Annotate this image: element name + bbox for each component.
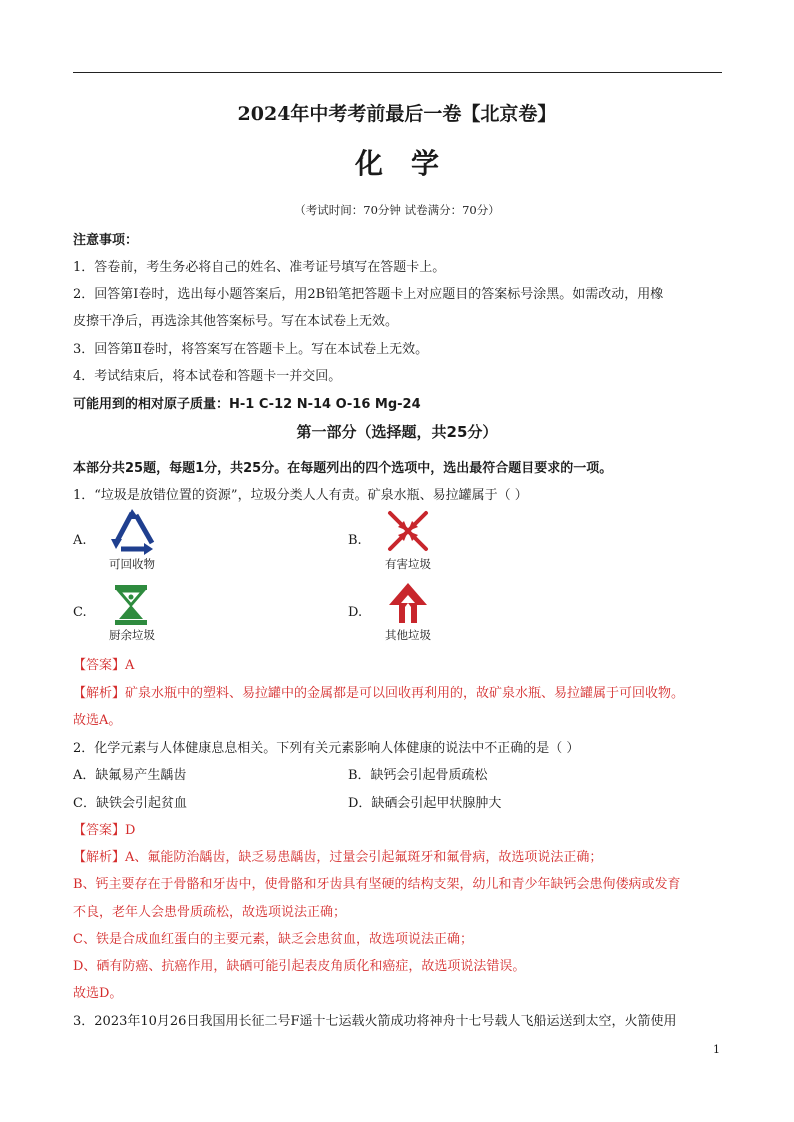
question-2-stem: 2．化学元素与人体健康息息相关。下列有关元素影响人体健康的说法中不正确的是（ ）	[73, 741, 580, 756]
question-1-analysis: 【解析】矿泉水瓶中的塑料、易拉罐中的金属都是可以回收再利用的，故矿泉水瓶、易拉罐属于可回收物。	[73, 686, 685, 701]
exam-title: 2024年中考考前最后一卷【北京卷】	[237, 103, 557, 125]
note-item: 3．回答第Ⅱ卷时，将答案写在答题卡上。写在本试卷上无效。	[73, 342, 429, 357]
option-c-label: C.	[73, 605, 87, 620]
option-c-caption: 厨余垃圾	[109, 628, 155, 642]
question-2-conclusion: 故选D。	[73, 986, 123, 1001]
page-number: 1	[713, 1043, 720, 1056]
notes-heading: 注意事项：	[73, 233, 139, 248]
exam-info: （考试时间：70分钟 试卷满分：70分）	[294, 203, 500, 217]
hazardous-icon	[386, 509, 430, 553]
question-2-option-a: A．缺氟易产生龋齿	[73, 768, 187, 783]
question-1-answer: 【答案】A	[73, 658, 135, 673]
note-item: 皮擦干净后，再选涂其他答案标号。写在本试卷上无效。	[73, 314, 399, 329]
note-item: 2．回答第Ⅰ卷时，选出每小题答案后，用2B铅笔把答题卡上对应题目的答案标号涂黑。如需改动，用橡	[73, 287, 664, 302]
note-item: 1．答卷前，考生务必将自己的姓名、准考证号填写在答题卡上。	[73, 260, 446, 275]
question-2-analysis: D、硒有防癌、抗癌作用，缺硒可能引起表皮角质化和癌症，故选项说法错误。	[73, 959, 526, 974]
kitchen-waste-icon	[113, 583, 149, 627]
option-b-caption: 有害垃圾	[385, 557, 431, 571]
subject-title: 化学	[354, 147, 467, 180]
option-d-caption: 其他垃圾	[385, 628, 431, 642]
question-2-answer: 【答案】D	[73, 823, 136, 838]
question-2-analysis: 【解析】A、氟能防治龋齿，缺乏易患龋齿，过量会引起氟斑牙和氟骨病，故选项说法正确；	[73, 850, 603, 865]
recycle-icon	[108, 509, 156, 555]
section-title: 第一部分（选择题，共25分）	[296, 423, 498, 441]
question-2-option-b: B．缺钙会引起骨质疏松	[348, 768, 488, 783]
note-item: 4．考试结束后，将本试卷和答题卡一并交回。	[73, 369, 342, 384]
question-2-analysis: C、铁是合成血红蛋白的主要元素，缺乏会患贫血，故选项说法正确；	[73, 932, 473, 947]
question-2-option-c: C．缺铁会引起贫血	[73, 796, 187, 811]
question-1-analysis: 故选A。	[73, 713, 122, 728]
top-rule	[73, 72, 722, 73]
question-3-stem: 3．2023年10月26日我国用长征二号F遥十七运载火箭成功将神舟十七号载人飞船运送到太空，火箭使用	[73, 1014, 677, 1029]
option-a-caption: 可回收物	[109, 557, 155, 571]
option-a-label: A.	[73, 533, 87, 548]
section-instructions: 本部分共25题，每题1分，共25分。在每题列出的四个选项中，选出最符合题目要求的一项。	[73, 461, 613, 476]
option-d-label: D.	[348, 605, 363, 620]
question-2-analysis: 不良，老年人会患骨质疏松，故选项说法正确；	[73, 905, 347, 920]
question-2-analysis: B、钙主要存在于骨骼和牙齿中，使骨骼和牙齿具有坚硬的结构支架，幼儿和青少年缺钙会患佝偻病或发育	[73, 877, 681, 892]
option-b-label: B.	[348, 533, 362, 548]
question-1-stem: 1．“垃圾是放错位置的资源”，垃圾分类人人有责。矿泉水瓶、易拉罐属于（ ）	[73, 488, 528, 503]
atomic-mass: 可能用到的相对原子质量：H-1 C-12 N-14 O-16 Mg-24	[73, 397, 421, 412]
question-2-option-d: D．缺硒会引起甲状腺肿大	[348, 796, 502, 811]
other-waste-icon	[387, 581, 429, 625]
